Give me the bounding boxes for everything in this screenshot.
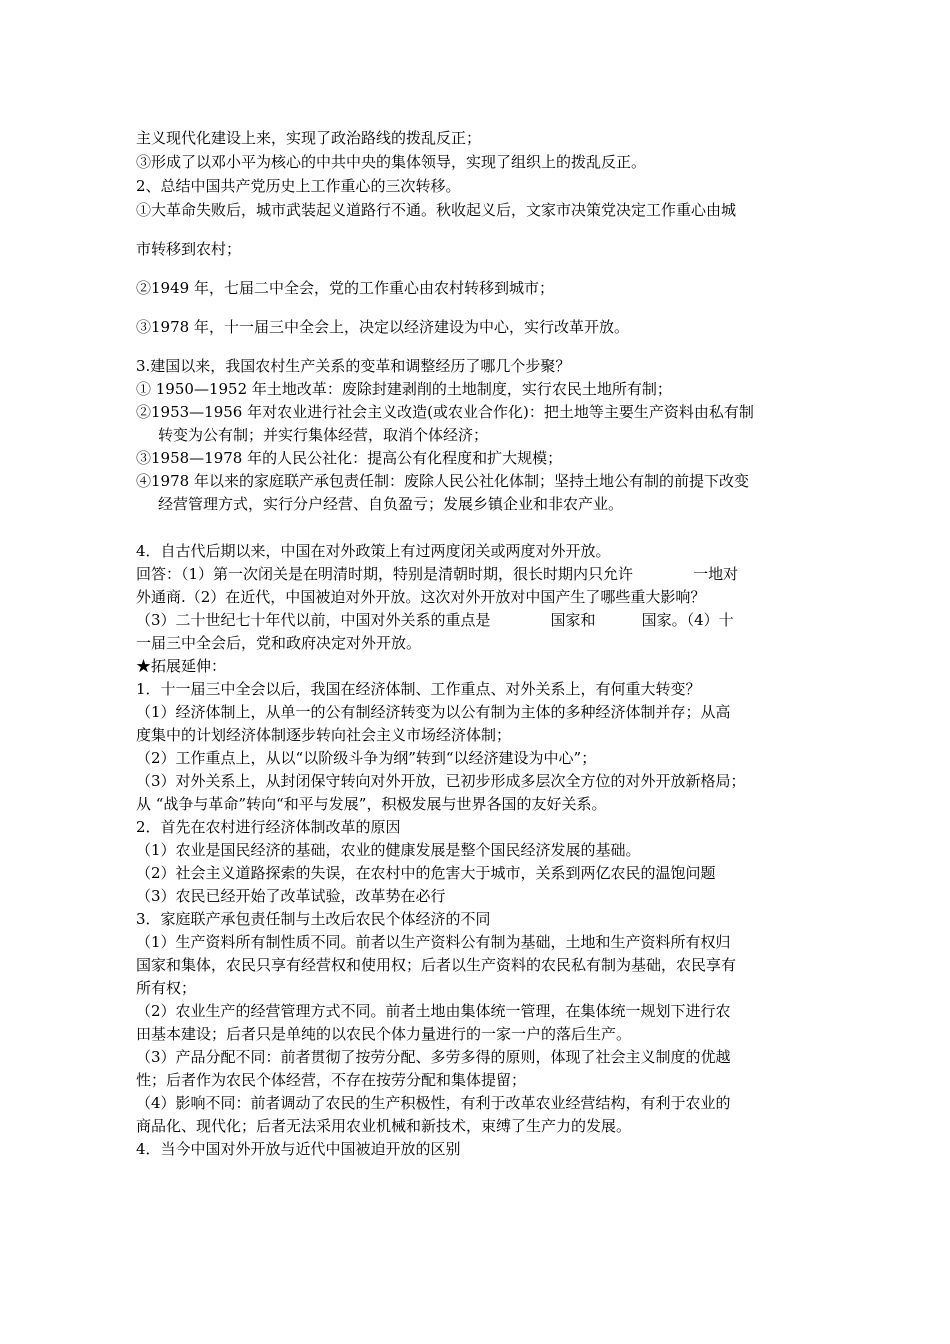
answer-text: 国家和 [550,611,596,629]
answer-line: 性；后者作为农民个体经营，不存在按劳分配和集体提留； [136,1071,527,1089]
answer-line: （2）工作重点上，从以“以阶级斗争为纲”转到“以经济建设为中心”； [136,749,597,767]
list-item: ②1953—1956 年对农业进行社会主义改造(或农业合作化)：把土地等主要生产资料由私有制 [136,403,754,421]
answer-line: 田基本建设；后者只是单纯的以农民个体力量进行的一家一户的落后生产。 [136,1025,632,1043]
answer-line: （3）对外关系上，从封闭保守转向对外开放，已初步形成多层次全方位的对外开放新格局； [136,772,746,790]
answer-line: （2）社会主义道路探索的失误，在农村中的危害大于城市，关系到两亿农民的温饱问题 [136,864,716,882]
section-heading: 2、总结中国共产党历史上工作重心的三次转移。 [136,177,461,195]
answer-line: （1）农业是国民经济的基础，农业的健康发展是整个国民经济发展的基础。 [136,841,641,859]
answer-line: （2）农业生产的经营管理方式不同。前者土地由集体统一管理，在集体统一规划下进行农 [136,1002,731,1020]
answer-line: 商品化、现代化；后者无法采用农业机械和新技术，束缚了生产力的发展。 [136,1117,632,1135]
text-line: ③形成了以邓小平为核心的中共中央的集体领导，实现了组织上的拨乱反正。 [136,153,647,171]
question: 2．首先在农村进行经济体制改革的原因 [136,818,401,836]
list-item-continuation: 经营管理方式，实行分户经营、自负盈亏；发展乡镇企业和非农产业。 [158,495,624,513]
answer-text: 一地对 [693,565,739,583]
list-item: ③1958—1978 年的人民公社化：提高公有化程度和扩大规模； [136,449,563,467]
answer-line: 外通商.（2）在近代，中国被迫对外开放。这次对外开放对中国产生了哪些重大影响？ [136,588,706,606]
answer-line [136,563,826,586]
text-line: ①大革命失败后，城市武装起义道路行不通。秋收起义后，文家市决策党决定工作重心由城 [136,201,737,219]
document-page [136,126,826,1161]
question: 3．家庭联产承包责任制与土改后农民个体经济的不同 [136,910,491,928]
answer-line: 度集中的计划经济体制逐步转向社会主义市场经济体制； [136,726,512,744]
answer-line [136,609,826,632]
question: 1．十一届三中全会以后，我国在经济体制、工作重点、对外关系上，有何重大转变？ [136,680,701,698]
answer-text: （3）二十世纪七十年代以前，中国对外关系的重点是 [136,611,491,629]
answer-line: （1）生产资料所有制性质不同。前者以生产资料公有制为基础，土地和生产资料所有权归 [136,933,731,951]
question: 4．当今中国对外开放与近代中国被迫开放的区别 [136,1140,461,1158]
answer-text: 回答：（1）第一次闭关是在明清时期，特别是清朝时期，很长时期内只允许 [136,565,634,583]
answer-line: 一届三中全会后，党和政府决定对外开放。 [136,634,422,652]
text-line: ③1978 年，十一届三中全会上，决定以经济建设为中心，实行改革开放。 [136,318,629,336]
section-heading: 3.建国以来，我国农村生产关系的变革和调整经历了哪几个步聚？ [136,357,571,375]
answer-line: 从 “战争与革命”转向“和平与发展”，积极发展与世界各国的友好关系。 [136,795,607,813]
answer-line: （1）经济体制上，从单一的公有制经济转变为以公有制为主体的多种经济体制并存；从高 [136,703,731,721]
question: 4．自古代后期以来，中国在对外政策上有过两度闭关或两度对外开放。 [136,542,611,560]
text-line: 主义现代化建设上来，实现了政治路线的拨乱反正； [136,129,482,147]
text-line: 市转移到农村； [136,240,242,258]
list-item: ④1978 年以来的家庭联产承包责任制：废除人民公社化体制；坚持土地公有制的前提下改变 [136,472,749,490]
answer-line: （3）产品分配不同：前者贯彻了按劳分配、多劳多得的原则，体现了社会主义制度的优越 [136,1048,731,1066]
extension-heading: ★拓展延伸： [136,657,227,675]
answer-text: 国家。（4）十 [641,611,734,629]
answer-line: 所有权； [136,979,197,997]
list-item: ① 1950—1952 年土地改革：废除封建剥削的土地制度，实行农民土地所有制； [136,380,672,398]
answer-line: 国家和集体，农民只享有经营权和使用权；后者以生产资料的农民私有制为基础，农民享有 [136,956,737,974]
answer-line: （3）农民已经开始了改革试验，改革势在必行 [136,887,446,905]
text-line: ②1949 年，七届二中全会，党的工作重心由农村转移到城市； [136,279,554,297]
answer-line: （4）影响不同：前者调动了农民的生产积极性，有利于改革农业经营结构，有利于农业的 [136,1094,731,1112]
list-item-continuation: 转变为公有制；并实行集体经营，取消个体经济； [158,426,489,444]
